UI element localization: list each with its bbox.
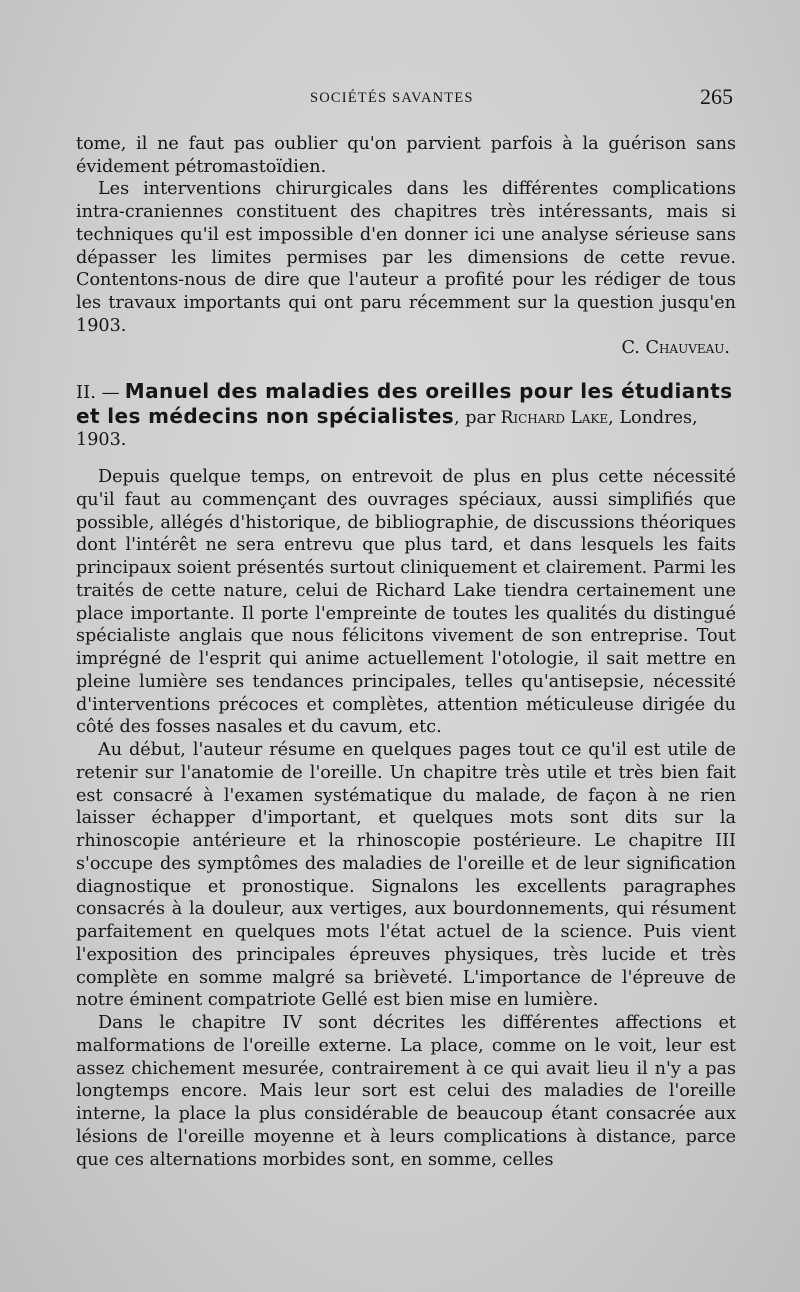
review-heading xyxy=(76,380,736,452)
section-number: II. — xyxy=(76,382,120,403)
previous-review-end xyxy=(76,133,736,360)
review-paragraph-2: Au début, l'auteur résume en quelques pages tout ce qu'il est utile de retenir sur l'anatomie de l'oreille. Un chapitre très utile et très bien fait est consacré à l'examen systématique du malade, de façon à ne rien laisser échapper d'important, et quelques mots sont dits sur la rhinoscopie antérieure et la rhinoscopie postérieure. Le chapitre III s'occupe des symptômes des maladies de l'oreille et de leur signification diagnostique et pronostique. Signalons les excellents paragraphes consacrés à la douleur, aux vertiges, aux bourdonnements, qui résument parfaitement en quelques mots l'état actuel de la science. Puis vient l'exposition des principales épreuves physiques, très lucide et très complète en somme malgré sa brièveté. L'importance de l'épreuve de notre éminent compatriote Gellé est bien mise en lumière. xyxy=(76,740,736,1011)
review-paragraph-1: Depuis quelque temps, on entrevoit de plus en plus cette nécessité qu'il faut au commençant des ouvrages spéciaux, aussi simplifiés que possible, allégés d'historique, de bibliographie, de discussions théoriques dont l'intérêt ne sera entrevu que plus tard, et dans lesquels les faits principaux soient présentés surtout cliniquement et clairement. Parmi les traités de cette nature, celui de Richard Lake tiendra certainement une place importante. Il porte l'empreinte de toutes les qualités du distingué spécialiste anglais que nous félicitons vivement de son entreprise. Tout imprégné de l'esprit qui anime actuellement l'otologie, il sait mettre en pleine lumière ses tendances principales, telles qu'antisepsie, nécessité d'interventions précoces et complètes, attention méticuleuse dirigée du côté des fosses nasales et du cavum, etc. xyxy=(76,467,736,738)
title-by: , par xyxy=(454,407,496,428)
interventions-paragraph: Les interventions chirurgicales dans les différentes complications intra-craniennes constituent des chapitres très intéressants, mais si techniques qu'il est impossible d'en donner ici une analyse sérieuse sans dépasser les limites permises par les dimensions de cette revue. Contentons-nous de dire que l'auteur a profité pour les rédiger de tous les travaux importants qui ont paru récemment sur la question jusqu'en 1903. xyxy=(76,179,736,336)
review-body xyxy=(76,466,736,1171)
page-number: 265 xyxy=(700,84,733,109)
running-title: SOCIÉTÉS SAVANTES xyxy=(310,90,474,106)
review-paragraph-3: Dans le chapitre IV sont décrites les différentes affections et malformations de l'oreille externe. La place, comme on le voit, leur est assez chichement mesurée, contrairement à ce qui avait lieu il n'y a pas longtemps encore. Mais leur sort est celui des maladies de l'oreille interne, la place la plus considérable de beaucoup étant consacrée aux lésions de l'oreille moyenne et à leurs complications à distance, parce que ces alternations morbides sont, en somme, celles xyxy=(76,1013,736,1170)
book-title: Manuel des maladies des oreilles pour les étudiants et les médecins non spécialistes xyxy=(76,379,733,428)
book-author: Richard Lake xyxy=(500,407,609,428)
running-head xyxy=(0,86,800,112)
continuation-paragraph: tome, il ne faut pas oublier qu'on parvient parfois à la guérison sans évidement pétromastoïdien. xyxy=(76,134,736,177)
book-place-year: , Londres, 1903. xyxy=(76,407,698,451)
reviewer-signature: C. Chauveau. xyxy=(621,338,730,359)
